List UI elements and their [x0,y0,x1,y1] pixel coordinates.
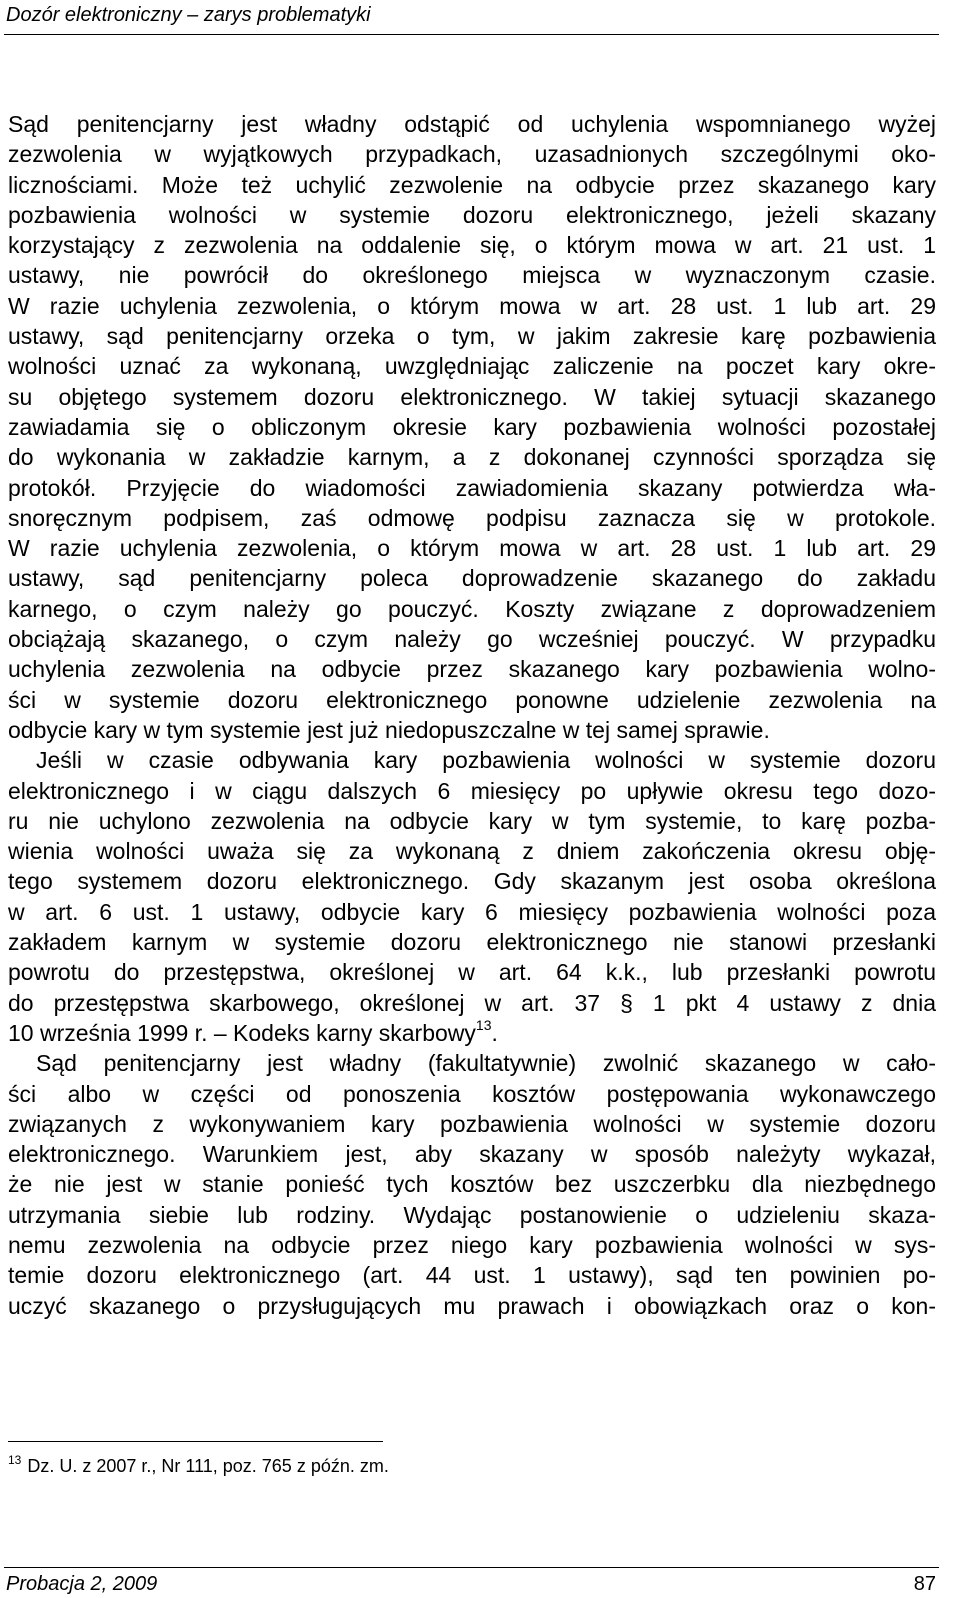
text-line [8,988,936,1018]
text-line-content: tego systemem dozoru elektronicznego. Gdy skazanym jest osoba określona [8,868,936,895]
text-line-content: Jeśli w czasie odbywania kary pozbawienia wolności w systemie dozoru [36,747,936,774]
text-line [8,897,936,927]
text-line [8,109,936,139]
text-line-content: uczyć skazanego o przysługujących mu prawach i obowiązkach oraz o kon- [8,1292,936,1319]
text-line-content: elektronicznego i w ciągu dalszych 6 miesięcy po upływie okresu tego dozo- [8,777,936,804]
text-line-content: zawiadamia się o obliczonym okresie kary pozbawienia wolności pozostałej [8,413,936,440]
text-line-content: odbycie kary w tym systemie jest już niedopuszczalne w tej samej sprawie. [8,716,770,743]
text-line [8,927,936,957]
text-line [8,563,936,593]
text-line [8,1260,936,1290]
text-line-tail: . [491,1019,498,1046]
text-line-content: pozbawienia wolności w systemie dozoru elektronicznego, jeżeli skazany [8,201,936,228]
text-line [8,200,936,230]
text-line-content: ustawy, sąd penitencjarny orzeka o tym, w jakim zakresie karę pozbawienia [8,323,936,350]
text-line-content: zezwolenia w wyjątkowych przypadkach, uzasadnionych szczególnymi oko- [8,141,936,168]
text-line [8,533,936,563]
text-line [8,745,936,775]
text-line [8,685,936,715]
text-line-content: do przestępstwa skarbowego, określonej w art. 37 § 1 pkt 4 ustawy z dnia [8,989,936,1016]
text-line-content: W razie uchylenia zezwolenia, o którym mowa w art. 28 ust. 1 lub art. 29 [8,535,936,562]
text-line [8,1018,936,1048]
footer-journal: Probacja 2, 2009 [6,1573,158,1595]
footnote-mark: 13 [8,1453,22,1467]
text-line-content: nemu zezwolenia na odbycie przez niego kary pozbawienia wolności w sys- [8,1231,936,1258]
text-line-content: ustawy, nie powrócił do określonego miejsca w wyznaczonym czasie. [8,262,936,289]
text-line [8,806,936,836]
text-line [8,260,936,290]
text-line [8,1139,936,1169]
text-line [8,382,936,412]
text-line [8,170,936,200]
text-line [8,442,936,472]
text-line-content: korzystający z zezwolenia na oddalenie się, o którym mowa w art. 21 ust. 1 [8,232,936,259]
text-line [8,1291,936,1321]
text-line-content: ści w systemie dozoru elektronicznego ponowne udzielenie zezwolenia na [8,686,936,713]
text-line-content: su objętego systemem dozoru elektronicznego. W takiej sytuacji skazanego [8,383,936,410]
text-line-content: ści albo w części od ponoszenia kosztów postępowania wykonawczego [8,1080,936,1107]
text-line [8,412,936,442]
running-header: Dozór elektroniczny – zarys problematyki [6,4,371,26]
text-line-content: licznościami. Może też uchylić zezwolenie na odbycie przez skazanego kary [8,171,936,198]
text-line [8,473,936,503]
text-line [8,715,936,745]
body-text [8,109,936,1321]
text-line [8,836,936,866]
text-line-content: utrzymania siebie lub rodziny. Wydając postanowienie o udzieleniu skaza- [8,1201,936,1228]
footnote-text: Dz. U. z 2007 r., Nr 111, poz. 765 z późn. zm. [27,1456,389,1476]
text-line [8,321,936,351]
text-line-content: ru nie uchylono zezwolenia na odbycie kary w tym systemie, to karę pozba- [8,807,936,834]
text-line-content: ustawy, sąd penitencjarny poleca doprowadzenie skazanego do zakładu [8,565,936,592]
text-line [8,503,936,533]
text-line-content: Sąd penitencjarny jest władny (fakultatywnie) zwolnić skazanego w cało- [36,1050,936,1077]
text-line [8,291,936,321]
text-line [8,776,936,806]
footer-rule [4,1567,939,1568]
text-line-content: w art. 6 ust. 1 ustawy, odbycie kary 6 miesięcy pozbawienia wolności poza [8,898,936,925]
text-line-content: wolności uznać za wykonaną, uwzględniając zaliczenie na poczet kary okre- [8,353,936,380]
footnote-reference: 13 [475,1016,492,1033]
text-line [8,1079,936,1109]
text-line-content: W razie uchylenia zezwolenia, o którym mowa w art. 28 ust. 1 lub art. 29 [8,292,936,319]
text-line-content: 10 września 1999 r. – Kodeks karny skarbowy [8,1019,476,1046]
text-line [8,1169,936,1199]
text-line [8,1230,936,1260]
text-line-content: elektronicznego. Warunkiem jest, aby skazany w sposób należyty wykazał, [8,1141,936,1168]
text-line [8,1200,936,1230]
text-line-content: Sąd penitencjarny jest władny odstąpić od uchylenia wspomnianego wyżej [8,111,936,137]
text-line-content: powrotu do przestępstwa, określonej w art. 64 k.k., lub przesłanki powrotu [8,959,936,986]
text-line-content: że nie jest w stanie ponieść tych kosztów bez uszczerbku dla niezbędnego [8,1171,936,1198]
page-number: 87 [913,1573,936,1595]
text-line-content: temie dozoru elektronicznego (art. 44 ust. 1 ustawy), sąd ten powinien po- [8,1262,936,1289]
text-line-content: uchylenia zezwolenia na odbycie przez skazanego kary pozbawienia wolno- [8,656,936,683]
footnote-rule [8,1441,383,1442]
text-line-content: snoręcznym podpisem, zaś odmowę podpisu zaznacza się w protokole. [8,504,936,531]
text-line [8,957,936,987]
footnote [8,1454,389,1478]
header-rule [4,34,939,35]
text-line-content: obciążają skazanego, o czym należy go wcześniej pouczyć. W przypadku [8,626,936,653]
text-line-content: związanych z wykonywaniem kary pozbawienia wolności w systemie dozoru [8,1110,936,1137]
text-line-content: zakładem karnym w systemie dozoru elektronicznego nie stanowi przesłanki [8,929,936,956]
text-line [8,624,936,654]
text-line [8,139,936,169]
text-line [8,1109,936,1139]
text-line [8,230,936,260]
text-line-content: protokół. Przyjęcie do wiadomości zawiadomienia skazany potwierdza wła- [8,474,936,501]
text-line-content: do wykonania w zakładzie karnym, a z dokonanej czynności sporządza się [8,444,936,471]
text-line-content: wienia wolności uważa się za wykonaną z dniem zakończenia okresu obję- [8,838,936,865]
text-line [8,351,936,381]
text-line-content: karnego, o czym należy go pouczyć. Koszty związane z doprowadzeniem [8,595,936,622]
text-line [8,1048,936,1078]
text-line [8,866,936,896]
text-line [8,594,936,624]
text-line [8,654,936,684]
